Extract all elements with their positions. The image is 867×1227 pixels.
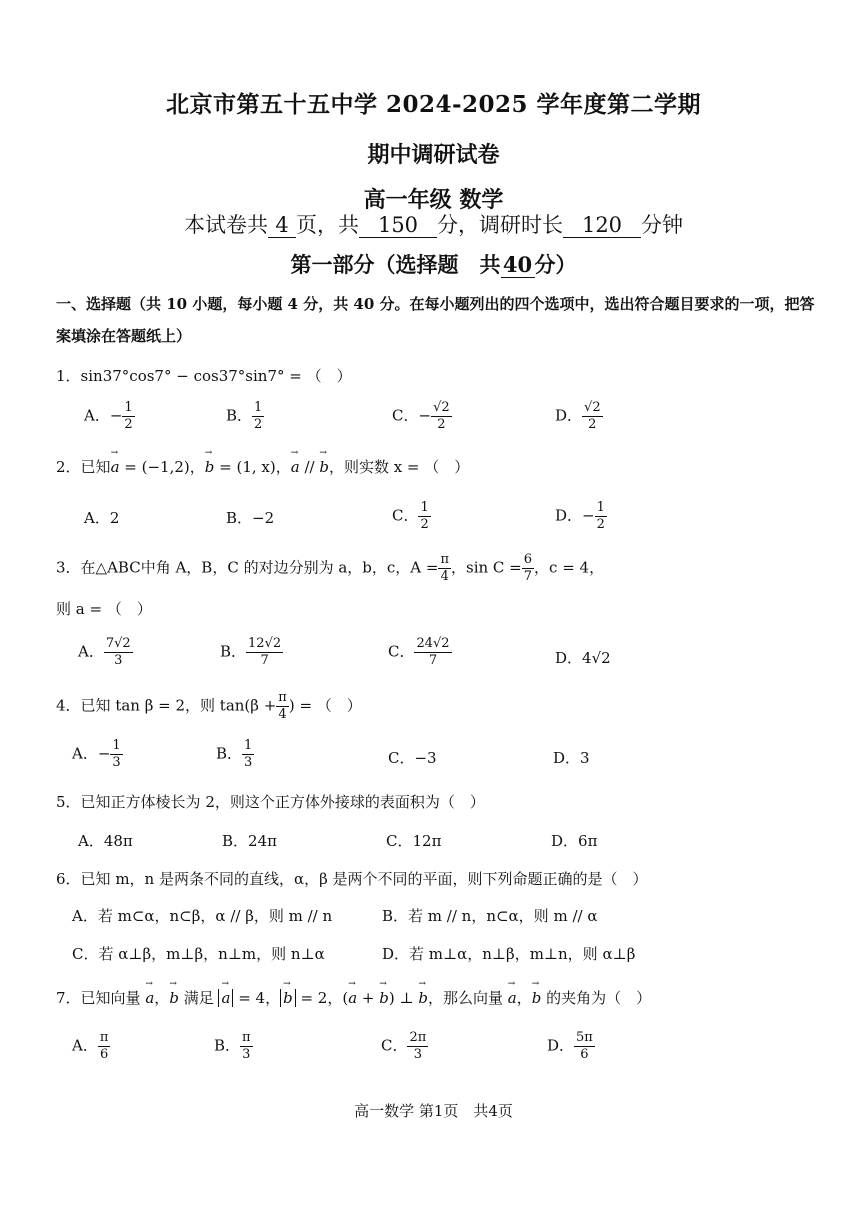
- option-label: A．: [72, 744, 98, 763]
- q7-option-b[interactable]: [214, 1030, 253, 1063]
- school-title: 北京市第五十五中学 2024-2025 学年度第二学期: [165, 91, 702, 118]
- norm-a: [218, 989, 233, 1007]
- vector-b: → b: [169, 989, 179, 1007]
- fraction: $\frac{\pi}{3}$: [242, 1030, 251, 1062]
- q6-option-a[interactable]: A．若 m⊂α，n⊂β，α // β，则 m // n: [72, 907, 333, 925]
- fraction: $\frac{5\pi}{6}$: [576, 1030, 593, 1062]
- question-1: [56, 365, 352, 386]
- question-stem: 已知 tan β = 2，则 tan(β +: [80, 696, 277, 715]
- question-stem: 满足: [178, 989, 219, 1007]
- part-text: 分）: [534, 252, 577, 277]
- question-2: [56, 456, 469, 477]
- q1-option-d[interactable]: [555, 400, 603, 433]
- fraction: $\frac{1}{3}$: [244, 738, 253, 770]
- q3-option-a[interactable]: [78, 636, 133, 669]
- info-text: 页，共: [296, 213, 359, 237]
- fraction: $\frac{12√2}{7}$: [248, 636, 282, 668]
- question-number: 4．: [56, 696, 81, 715]
- question-stem: 已知: [80, 458, 111, 476]
- fraction: $\frac{1}{2}$: [420, 500, 429, 532]
- question-number: 1．: [56, 367, 81, 385]
- vector-a: → a: [291, 458, 300, 476]
- question-3-line2: 则 a = （ ）: [56, 600, 152, 618]
- option-label: D．: [555, 506, 583, 525]
- vector-b: → b: [283, 989, 293, 1007]
- q2-option-c[interactable]: [392, 500, 431, 533]
- fraction: $\frac{√2}{2}$: [584, 400, 601, 432]
- question-stem: 已知向量: [80, 989, 141, 1007]
- fraction: $\frac{\pi}{4}$: [440, 552, 449, 584]
- q5-option-b[interactable]: B．24π: [222, 832, 277, 850]
- vector-b: → b: [532, 989, 542, 1007]
- question-stem: 在△ABC中角 A，B，C 的对边分别为 a，b，c，A =: [80, 558, 439, 577]
- option-label: C．: [392, 406, 419, 425]
- question-stem: ) = （ ）: [288, 696, 362, 715]
- q2-option-b[interactable]: B．−2: [226, 509, 275, 527]
- norm-b: [280, 989, 296, 1007]
- vector-b: → b: [205, 458, 215, 476]
- fraction: $\frac{√2}{2}$: [433, 400, 450, 432]
- vector-b: → b: [379, 989, 389, 1007]
- option-label: A．: [72, 1036, 98, 1055]
- part-heading: [0, 249, 867, 279]
- question-number: 3．: [56, 558, 81, 577]
- q4-option-d[interactable]: D．3: [553, 749, 590, 767]
- exam-title: 期中调研试卷: [367, 142, 500, 168]
- section-instructions: 一、选择题（共 10 小题，每小题 4 分，共 40 分。在每小题列出的四个选项中，选出符合题目要求的一项，把答案填涂在答题纸上）: [56, 295, 815, 345]
- question-number: 6．: [56, 870, 81, 888]
- fraction: $\frac{1}{2}$: [254, 400, 263, 432]
- option-label: B．: [214, 1036, 241, 1055]
- q5-option-a[interactable]: A．48π: [78, 832, 133, 850]
- question-7: 7．已知向量 → a，→ b 满足 → a = 4，→ b = 2，(→ a + → b) ⊥ → b，那么向量 → a，→ b 的夹角为（ ）: [56, 987, 651, 1008]
- question-4: [56, 690, 362, 723]
- option-label: B．: [216, 744, 243, 763]
- option-label: D．: [547, 1036, 575, 1055]
- vector-a: → a: [348, 989, 357, 1007]
- question-stem: = (−1,2)，: [119, 458, 205, 476]
- fraction: $\frac{24√2}{7}$: [416, 636, 450, 668]
- q7-option-d[interactable]: [547, 1030, 595, 1063]
- question-stem: 已知 m，n 是两条不同的直线，α，β 是两个不同的平面，则下列命题正确的是（ ）: [80, 870, 648, 888]
- question-number: 7．: [56, 989, 81, 1007]
- page-footer: 高一数学 第1页 共4页: [354, 1102, 513, 1120]
- q4-option-c[interactable]: C．−3: [388, 749, 437, 767]
- q2-option-d[interactable]: D．− $\frac{1}{2}$: [555, 500, 605, 532]
- total-score: 150: [359, 213, 437, 238]
- info-text: 分，调研时长: [437, 213, 563, 237]
- option-label: A．: [78, 642, 104, 661]
- q3-option-c[interactable]: [388, 636, 452, 669]
- exam-info: [0, 209, 867, 239]
- part-text: 第一部分（选择题 共: [290, 252, 501, 277]
- option-label: B．: [226, 406, 253, 425]
- question-stem: = (1, x)，: [214, 458, 291, 476]
- vector-b: → b: [418, 989, 428, 1007]
- question-stem: 的夹角为（ ）: [541, 989, 652, 1007]
- question-3: [56, 552, 604, 585]
- question-stem: ，那么向量: [427, 989, 503, 1007]
- q7-option-a[interactable]: [72, 1030, 110, 1063]
- fraction: $\frac{6}{7}$: [523, 552, 533, 584]
- option-label: A．: [84, 406, 110, 425]
- option-label: C．: [388, 642, 415, 661]
- question-stem: ，c = 4，: [534, 558, 605, 577]
- fraction: $\frac{2\pi}{3}$: [409, 1030, 427, 1062]
- q5-option-c[interactable]: C．12π: [386, 832, 442, 850]
- option-label: C．: [381, 1036, 408, 1055]
- fraction: $\frac{1}{3}$: [112, 738, 121, 770]
- q1-option-b[interactable]: [226, 400, 264, 433]
- question-number: 2．: [56, 458, 81, 476]
- info-text: 本试卷共: [184, 213, 268, 237]
- vector-a: → a: [508, 989, 517, 1007]
- page-count: 4: [268, 213, 296, 238]
- q5-option-d[interactable]: D．6π: [551, 832, 598, 850]
- fraction: $\frac{\pi}{6}$: [99, 1030, 109, 1062]
- time-limit: 120: [563, 213, 641, 238]
- fraction: $\frac{\pi}{4}$: [278, 690, 287, 722]
- grade-subject: 高一年级 数学: [363, 187, 504, 213]
- question-stem: 已知正方体棱长为 2，则这个正方体外接球的表面积为（ ）: [80, 793, 485, 811]
- parallel-symbol: //: [299, 458, 320, 476]
- q2-option-a[interactable]: A．2: [84, 509, 120, 527]
- q6-option-b[interactable]: B．若 m // n，n⊂α，则 m // α: [382, 907, 598, 925]
- part-score: 40: [501, 252, 535, 278]
- vector-a: → a: [221, 989, 230, 1007]
- q4-option-b[interactable]: [216, 738, 254, 771]
- q3-option-d[interactable]: D．4√2: [555, 649, 611, 667]
- question-stem: ，sin C =: [451, 558, 522, 577]
- q1-option-a[interactable]: A．− $\frac{1}{2}$: [84, 400, 133, 432]
- option-label: C．: [392, 506, 419, 525]
- vector-a: → a: [111, 458, 120, 476]
- q7-option-c[interactable]: [381, 1030, 428, 1063]
- question-stem: ，则实数 x = （ ）: [328, 458, 470, 476]
- vector-b: → b: [319, 458, 329, 476]
- q3-option-b[interactable]: [220, 636, 283, 669]
- question-6: [56, 868, 648, 889]
- fraction: $\frac{1}{2}$: [124, 400, 133, 432]
- q4-option-a[interactable]: A．− $\frac{1}{3}$: [72, 738, 121, 770]
- fraction: $\frac{7√2}{3}$: [105, 636, 131, 668]
- question-5: [56, 791, 485, 812]
- fraction: $\frac{1}{2}$: [596, 500, 605, 532]
- vector-a: → a: [145, 989, 154, 1007]
- q1-option-c[interactable]: C．− $\frac{√2}{2}$: [392, 400, 450, 432]
- q6-option-c[interactable]: C．若 α⊥β，m⊥β，n⊥m，则 n⊥α: [72, 945, 325, 963]
- info-text: 分钟: [641, 213, 683, 237]
- option-label: D．: [555, 406, 583, 425]
- question-number: 5．: [56, 793, 81, 811]
- option-label: B．: [220, 642, 247, 661]
- question-stem: sin37°cos7° − cos37°sin7° = （ ）: [80, 367, 352, 385]
- q6-option-d[interactable]: D．若 m⊥α，n⊥β，m⊥n，则 α⊥β: [382, 945, 636, 963]
